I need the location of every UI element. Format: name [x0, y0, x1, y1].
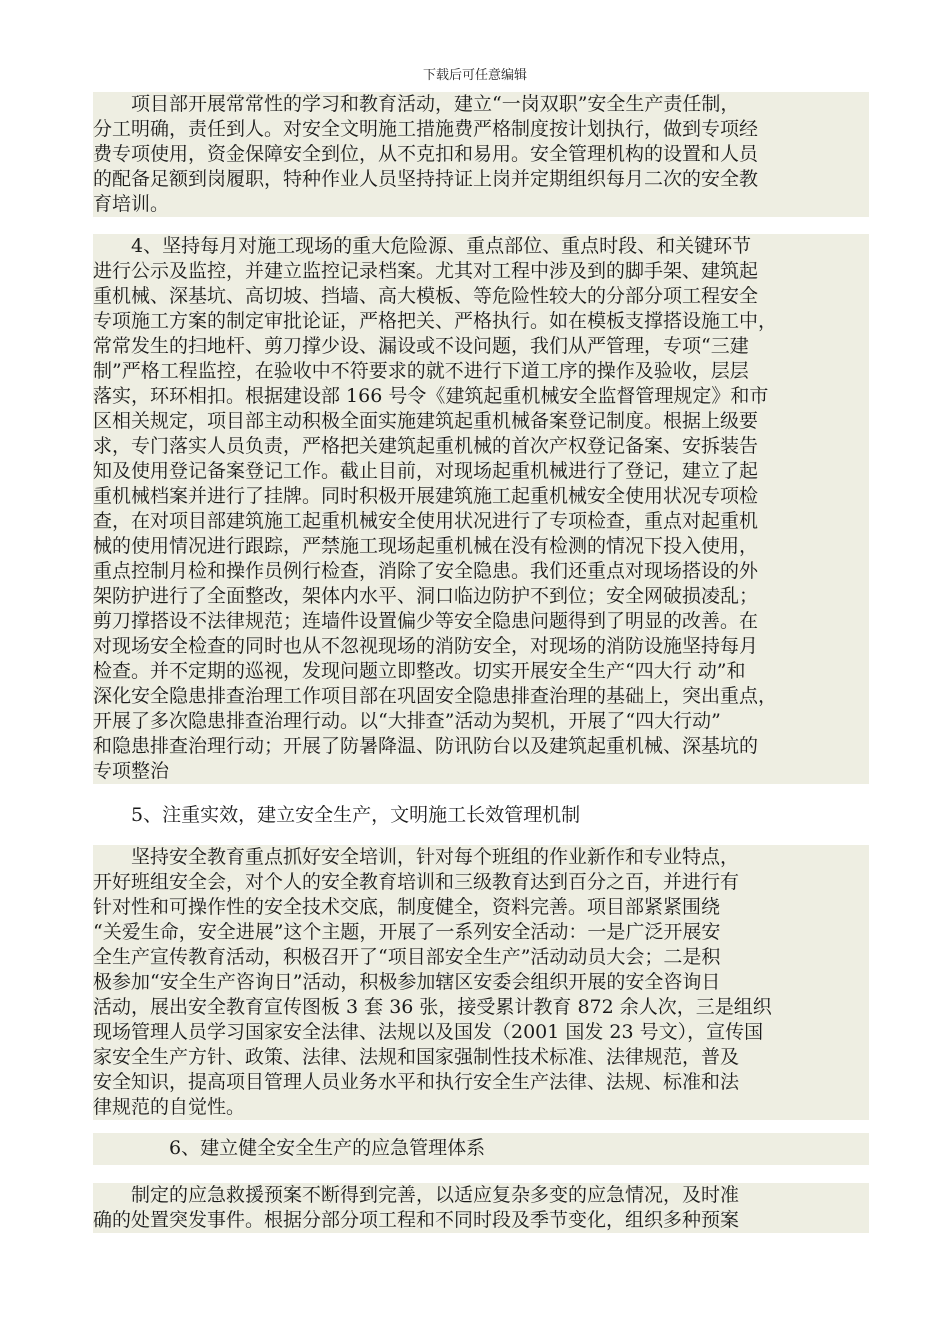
text-line: 械的使用情况进行跟踪，严禁施工现场起重机械在没有检测的情况下投入使用，	[93, 535, 759, 557]
text-line: 知及使用登记备案登记工作。截止目前，对现场起重机械进行了登记，建立了起	[93, 460, 759, 482]
text-line: 检查。并不定期的巡视，发现问题立即整改。切实开展安全生产“四大行 动”和	[93, 660, 746, 682]
text-line: 5、注重实效，建立安全生产，文明施工长效管理机制	[93, 804, 581, 826]
text-line: 落实，环环相扣。根据建设部 166 号令《建筑起重机械安全监督管理规定》和市	[93, 385, 769, 407]
text-line: 重点控制月检和操作员例行检查，消除了安全隐患。我们还重点对现场搭设的外	[93, 560, 759, 582]
text-line: 重机械档案并进行了挂牌。同时积极开展建筑施工起重机械安全使用状况专项检	[93, 485, 759, 507]
text-line: “关爱生命，安全进展”这个主题，开展了一系列安全活动：一是广泛开展安	[93, 921, 721, 943]
text-line: 项目部开展常常性的学习和教育活动，建立“一岗双职”安全生产责任制，	[93, 93, 740, 115]
text-line: 极参加“安全生产咨询日”活动，积极参加辖区安委会组织开展的安全咨询日	[93, 971, 721, 993]
paragraph-responsibility	[93, 92, 869, 217]
section-heading-5	[93, 803, 869, 828]
page-header: 下载后可任意编辑	[422, 68, 527, 83]
text-line: 剪刀撑搭设不法律规范；连墙件设置偏少等安全隐患问题得到了明显的改善。在	[93, 610, 759, 632]
text-line: 分工明确，责任到人。对安全文明施工措施费严格制度按计划执行，做到专项经	[93, 118, 759, 140]
text-line: 4、坚持每月对施工现场的重大危险源、重点部位、重点时段、和关键环节	[93, 235, 752, 257]
section-heading-6	[93, 1133, 869, 1165]
text-line: 6、建立健全安全生产的应急管理体系	[93, 1137, 486, 1159]
text-line: 育培训。	[93, 193, 170, 215]
text-line: 安全知识，提高项目管理人员业务水平和执行安全生产法律、法规、标准和法	[93, 1071, 740, 1093]
text-line: 开展了多次隐患排查治理行动。以“大排查”活动为契机，开展了“四大行动”	[93, 710, 721, 732]
text-line: 重机械、深基坑、高切坡、挡墙、高大模板、等危险性较大的分部分项工程安全	[93, 285, 759, 307]
text-line: 对现场安全检查的同时也从不忽视现场的消防安全，对现场的消防设施坚持每月	[93, 635, 759, 657]
text-line: 进行公示及监控，并建立监控记录档案。尤其对工程中涉及到的脚手架、建筑起	[93, 260, 759, 282]
text-line: 制”严格工程监控，在验收中不符要求的就不进行下道工序的操作及验收，层层	[93, 360, 749, 382]
text-line: 费专项使用，资金保障安全到位，从不克扣和易用。安全管理机构的设置和人员	[93, 143, 759, 165]
text-line: 和隐患排查治理行动；开展了防暑降温、防讯防台以及建筑起重机械、深基坑的	[93, 735, 759, 757]
text-line: 全生产宣传教育活动，积极召开了“项目部安全生产”活动动员大会；二是积	[93, 946, 721, 968]
text-line: 查，在对项目部建筑施工起重机械安全使用状况进行了专项检查，重点对起重机	[93, 510, 759, 532]
text-line: 的配备足额到岗履职，特种作业人员坚持持证上岗并定期组织每月二次的安全教	[93, 168, 759, 190]
paragraph-monitoring	[93, 234, 869, 784]
text-line: 律规范的自觉性。	[93, 1096, 246, 1118]
text-line: 求，专门落实人员负责，严格把关建筑起重机械的首次产权登记备案、安拆装告	[93, 435, 759, 457]
text-line: 针对性和可操作性的安全技术交底，制度健全，资料完善。项目部紧紧围绕	[93, 896, 721, 918]
text-line: 开好班组安全会，对个人的安全教育培训和三级教育达到百分之百，并进行有	[93, 871, 740, 893]
text-line: 坚持安全教育重点抓好安全培训，针对每个班组的作业新作和专业特点，	[93, 846, 740, 868]
text-line: 常常发生的扫地杆、剪刀撑少设、漏设或不设问题，我们从严管理，专项“三建	[93, 335, 749, 357]
text-line: 深化安全隐患排查治理工作项目部在巩固安全隐患排查治理的基础上，突出重点，	[93, 685, 778, 707]
text-line: 区相关规定，项目部主动积极全面实施建筑起重机械备案登记制度。根据上级要	[93, 410, 759, 432]
text-line: 活动，展出安全教育宣传图板 3 套 36 张，接受累计教育 872 余人次，三是组织	[93, 996, 772, 1018]
text-line: 架防护进行了全面整改，架体内水平、洞口临边防护不到位；安全网破损凌乱；	[93, 585, 759, 607]
text-line: 现场管理人员学习国家安全法律、法规以及国发（2001 国发 23 号文），宣传国	[93, 1021, 764, 1043]
text-line: 专项施工方案的制定审批论证，严格把关、严格执行。如在模板支撑搭设施工中，	[93, 310, 778, 332]
text-line: 专项整治	[93, 760, 170, 782]
paragraph-emergency-plan	[93, 1183, 869, 1233]
text-line: 家安全生产方针、政策、法律、法规和国家强制性技术标准、法律规范，普及	[93, 1046, 740, 1068]
paragraph-safety-education	[93, 845, 869, 1120]
text-line: 确的处置突发事件。根据分部分项工程和不同时段及季节变化，组织多种预案	[93, 1209, 740, 1231]
text-line: 制定的应急救援预案不断得到完善，以适应复杂多变的应急情况，及时准	[93, 1184, 740, 1206]
